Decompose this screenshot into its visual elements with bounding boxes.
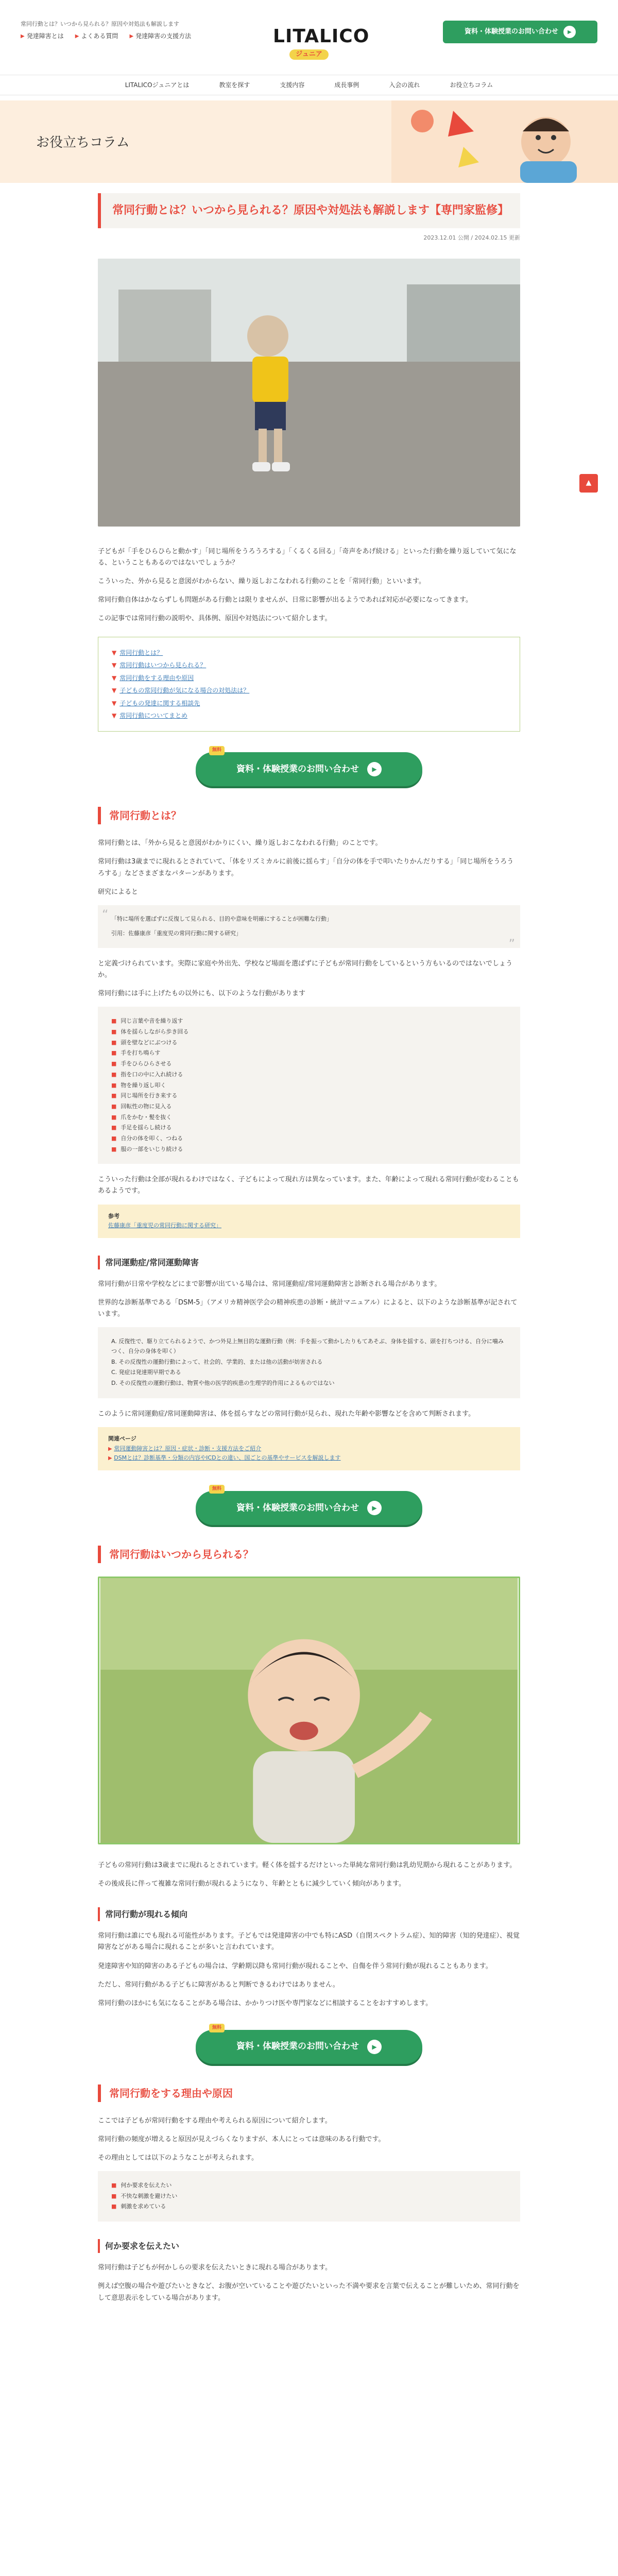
list-item: ■ 同じ言葉や音を繰り返す — [111, 1016, 507, 1027]
bullet-icon: ■ — [111, 2203, 117, 2210]
header-link-faq[interactable]: ▶ よくある質問 — [75, 32, 118, 40]
logo-word: LITALICO — [273, 26, 370, 47]
paragraph: 常同行動は子どもが何かしらの要求を伝えたいときに現れる場合があります。 — [98, 2264, 332, 2272]
header-cta-button[interactable]: 資料・体験授業のお問い合わせ ▶ — [443, 21, 597, 43]
paragraph: 子どもの常同行動は3歳までに現れるとされています。軽く体を揺するだけといった単純な常同行動は乳幼児期から現れることがあります。 — [98, 1861, 517, 1869]
related-link[interactable]: 常同運動障害とは？原因・症状・診断・支援方法をご紹介 — [114, 1445, 262, 1452]
bullet-icon: ■ — [111, 2192, 117, 2199]
arrow-right-icon: ▶ — [563, 26, 576, 38]
paragraph: 研究によると — [98, 888, 139, 896]
cta-badge: 無料 — [209, 1485, 225, 1494]
chevron-right-icon: ▶ — [108, 1446, 112, 1452]
hero-banner — [0, 100, 618, 183]
reference-link[interactable]: 佐藤康彦「重度児の常同行動に関する研究」 — [108, 1222, 221, 1229]
list-item: ■ 服の一部をいじり続ける — [111, 1144, 507, 1155]
quote-box — [98, 905, 520, 952]
arrow-right-icon: ▶ — [367, 2040, 382, 2054]
list-item: ■ 手足を揺らし続ける — [111, 1123, 507, 1133]
logo-sub: ジュニア — [289, 49, 329, 60]
section-heading: 常同行動はいつから見られる？ — [98, 1546, 520, 1563]
paragraph: 常同行動は誰にでも現れる可能性があります。子どもでは発達障害の中でも特にASD（自閉スペクトラム症）、知的障害（知的発達症）、視覚障害などがある場合に現れることが多いと言われています。 — [98, 1932, 520, 1952]
nav-item-column[interactable]: お役立ちコラム — [450, 81, 493, 89]
header-link-support[interactable]: ▶ 発達障害の支援方法 — [129, 32, 192, 40]
site-logo[interactable] — [273, 10, 370, 67]
bullet-icon: ■ — [111, 1081, 117, 1089]
paragraph: 常同行動のほかにも気になることがある場合は、かかりつけ医や専門家などに相談することをおすすめします。 — [98, 1999, 433, 2007]
list-item: B. その反復性の運動行動によって、社会的、学業的、または他の活動が妨害される — [111, 1358, 323, 1365]
list-item: ■ 物を繰り返し叩く — [111, 1080, 507, 1091]
bullet-icon: ■ — [111, 1071, 117, 1078]
quote-open-icon: “ — [102, 907, 109, 922]
arrow-right-icon: ▶ — [367, 762, 382, 776]
bullet-icon: ■ — [111, 1145, 117, 1153]
chevron-right-icon: ▶ — [21, 33, 25, 39]
paragraph: 発達障害や知的障害のある子どもの場合は、学齢期以降も常同行動が現れることや、自傷を伴う常同行動が現れることもあります。 — [98, 1962, 492, 1970]
list-item: ■ 回転性の物に見入る — [111, 1101, 507, 1112]
related-box — [98, 1427, 520, 1470]
nav-item-find-class[interactable]: 教室を探す — [219, 81, 250, 89]
quote-text: 「特に場所を選ばずに反復して見られる、目的や意味を明確にすることが困難な行動」 — [111, 915, 332, 922]
list-item: C. 発症は発達期早期である — [111, 1369, 181, 1376]
scroll-top-button[interactable] — [579, 474, 598, 493]
chevron-down-icon: ▼ — [112, 674, 117, 682]
toc-item[interactable]: ▼ 子どもの常同行動が気になる場合の対処法は？ — [112, 684, 506, 697]
list-item: ■ 頭を壁などにぶつける — [111, 1038, 507, 1048]
toc-item[interactable]: ▼ 常同行動とは？ — [112, 647, 506, 659]
nav-item-flow[interactable]: 入会の流れ — [389, 81, 420, 89]
site-header — [0, 0, 618, 67]
global-nav — [0, 75, 618, 95]
article-photo-crying-child — [98, 1577, 520, 1844]
paragraph: 常同行動の頻度が増えると原因が見えづらくなりますが、本人にとっては意味のある行動です。 — [98, 2135, 385, 2143]
list-item: ■ 同じ場所を行き来する — [111, 1091, 507, 1101]
paragraph: このように常同運動症/常同運動障害は、体を揺らすなどの常同行動が見られ、現れた年齢や影響などを含めて判断されます。 — [98, 1410, 475, 1418]
chevron-down-icon: ▼ — [112, 699, 117, 707]
bullet-icon: ■ — [111, 1049, 117, 1057]
paragraph: こういった行動は全部が現れるわけではなく、子どもによって現れ方は異なっています。また、年齢によって現れる常同行動が変わることもあるようです。 — [98, 1176, 519, 1195]
chevron-up-icon: ▲ — [586, 479, 592, 487]
list-item: ■ 刺激を求めている — [111, 2201, 507, 2212]
paragraph: ここでは子どもが常同行動をする理由や考えられる原因について紹介します。 — [98, 2116, 332, 2125]
header-caption: 常同行動とは？いつから見られる？原因や対処法も解説します — [21, 21, 179, 27]
reference-box — [98, 1205, 520, 1238]
reason-list — [98, 2171, 520, 2222]
paragraph: 世界的な診断基準である「DSM-5」（アメリカ精神医学会の精神疾患の診断・統計マニュアル）によると、以下のような診断基準が記されています。 — [98, 1299, 518, 1318]
toc-item[interactable]: ▼ 子どもの発達に関する相談先 — [112, 697, 506, 709]
toc-item[interactable]: ▼ 常同行動はいつから見られる？ — [112, 659, 506, 671]
paragraph: 例えば空腹の場合や遊びたいときなど、お腹が空いていることや遊びたいといった不満や要求を言葉で伝えることが難しいため、常同行動をして意思表示をしている場合があります。 — [98, 2282, 520, 2302]
related-title: 関連ページ — [108, 1435, 136, 1442]
chevron-right-icon: ▶ — [75, 33, 79, 39]
header-links — [21, 31, 191, 41]
nav-item-cases[interactable]: 成長事例 — [334, 81, 359, 89]
cta-button[interactable]: 無料 資料・体験授業のお問い合わせ ▶ — [196, 752, 422, 786]
paragraph: その後成長に伴って複雑な常同行動が現れるようになり、年齢とともに減少していく傾向があります。 — [98, 1880, 405, 1888]
subsection-heading: 常同行動が現れる傾向 — [98, 1907, 520, 1921]
bullet-icon: ■ — [111, 1060, 117, 1067]
list-item: ■ 何か要求を伝えたい — [111, 2180, 507, 2191]
cta-button[interactable]: 無料 資料・体験授業のお問い合わせ ▶ — [196, 2030, 422, 2064]
list-item: A. 反復性で、駆り立てられるようで、かつ外見上無目的な運動行動（例：手を振って動かしたりもてあそぶ、身体を揺する、頭を打ちつける、自分に噛みつく、自分の身体を叩く） — [111, 1338, 504, 1355]
list-item: ■ 自分の体を叩く、つねる — [111, 1133, 507, 1144]
section-heading: 常同行動とは？ — [98, 807, 520, 824]
article-date: 2023.12.01 公開 / 2024.02.15 更新 — [423, 234, 520, 241]
reference-title: 参考 — [108, 1212, 119, 1219]
paragraph: 常同行動とは、「外から見ると意図がわかりにくい、繰り返しおこなわれる行動」のことです。 — [98, 839, 382, 848]
subsection-heading: 常同運動症/常同運動障害 — [98, 1256, 520, 1269]
cta-badge: 無料 — [209, 2024, 225, 2032]
behavior-list — [98, 1007, 520, 1164]
paragraph: と定義づけられています。実際に家庭や外出先、学校など場面を選ばずに子どもが常同行動をしているという方もいるのではないでしょうか。 — [98, 960, 512, 979]
toc-item[interactable]: ▼ 常同行動をする理由や原因 — [112, 672, 506, 684]
bullet-icon: ■ — [111, 1028, 117, 1036]
chevron-down-icon: ▼ — [112, 687, 117, 694]
chevron-down-icon: ▼ — [112, 649, 117, 657]
article — [98, 193, 520, 2311]
list-item: D. その反復性の運動行動は、物質や他の医学的疾患の生理学的作用によるものではない — [111, 1380, 335, 1387]
header-link-about-dd[interactable]: ▶ 発達障害とは — [21, 32, 64, 40]
paragraph: ただし、常同行動がある子どもに障害があると判断できるわけではありません。 — [98, 1980, 339, 1989]
toc-item[interactable]: ▼ 常同行動についてまとめ — [112, 709, 506, 722]
intro — [98, 546, 520, 624]
bullet-icon: ■ — [111, 1018, 117, 1025]
intro-paragraph: こういった、外から見ると意図がわからない、繰り返しおこなわれる行動のことを「常同行動」といいます。 — [98, 577, 425, 585]
paragraph: 常同行動は3歳までに現れるとされていて、「体をリズミカルに前後に揺らす」「自分の体を手で叩いたりかんだりする」「同じ場所をうろうろする」などさまざまなパターンがあります。 — [98, 858, 514, 877]
intro-paragraph: この記事では常同行動の説明や、具体例、原因や対処法について紹介します。 — [98, 614, 332, 622]
paragraph: 常同行動が日常や学校などにまで影響が出ている場合は、常同運動症/常同運動障害と診断される場合があります。 — [98, 1280, 441, 1289]
list-item: ■ 不快な刺激を避けたい — [111, 2191, 507, 2202]
paragraph: その理由としては以下のようなことが考えられます。 — [98, 2154, 258, 2162]
subsection-heading: 何か要求を伝えたい — [98, 2239, 520, 2253]
list-item: ■ 体を揺らしながら歩き回る — [111, 1027, 507, 1038]
related-link[interactable]: DSMとは？診断基準・分類の内容やICDとの違い、国ごとの基準やサービスを解説します — [114, 1454, 341, 1462]
article-photo-child-playing — [98, 259, 520, 527]
bullet-icon: ■ — [111, 1039, 117, 1046]
intro-paragraph: 常同行動自体はかならずしも問題がある行動とは限りませんが、日常に影響が出るようであれば対応が必要になってきます。 — [98, 596, 472, 604]
bullet-icon: ■ — [111, 1113, 117, 1121]
chevron-right-icon: ▶ — [108, 1455, 112, 1462]
chevron-right-icon: ▶ — [129, 33, 134, 39]
chevron-down-icon: ▼ — [112, 712, 117, 719]
quote-close-icon: ” — [508, 937, 515, 952]
list-item: ■ 手を打ち鳴らす — [111, 1048, 507, 1059]
bullet-icon: ■ — [111, 1124, 117, 1131]
list-item: ■ 爪をかむ・髪を抜く — [111, 1112, 507, 1123]
list-item: ■ 指を口の中に入れ続ける — [111, 1070, 507, 1080]
bullet-icon: ■ — [111, 1103, 117, 1110]
page-title: お役立ちコラム — [36, 135, 130, 150]
cta-button[interactable]: 無料 資料・体験授業のお問い合わせ ▶ — [196, 1491, 422, 1525]
bullet-icon: ■ — [111, 1092, 117, 1099]
article-title: 常同行動とは？いつから見られる？原因や対処法も解説します【専門家監修】 — [98, 193, 520, 228]
intro-paragraph: 子どもが「手をひらひらと動かす」「同じ場所をうろうろする」「くるくる回る」「奇声をあげ続ける」といった行動を繰り返していて気になる、ということもあるのではないでしょうか？ — [98, 547, 517, 567]
arrow-right-icon: ▶ — [367, 1501, 382, 1515]
bullet-icon: ■ — [111, 1134, 117, 1142]
quote-source: 引用：佐藤康彦「重度児の常同行動に関する研究」 — [111, 930, 242, 937]
criteria-list — [98, 1327, 520, 1398]
paragraph: 常同行動には手に上げたもの以外にも、以下のような行動があります — [98, 990, 306, 998]
chevron-down-icon: ▼ — [112, 662, 117, 669]
bullet-icon: ■ — [111, 2182, 117, 2189]
list-item: ■ 手をひらひらさせる — [111, 1059, 507, 1070]
cta-badge: 無料 — [209, 746, 225, 755]
table-of-contents — [98, 637, 520, 732]
hero-illustration — [391, 100, 618, 183]
nav-item-support[interactable]: 支援内容 — [280, 81, 305, 89]
section-heading: 常同行動をする理由や原因 — [98, 2084, 520, 2102]
nav-item-about[interactable]: LITALICOジュニアとは — [125, 81, 190, 89]
